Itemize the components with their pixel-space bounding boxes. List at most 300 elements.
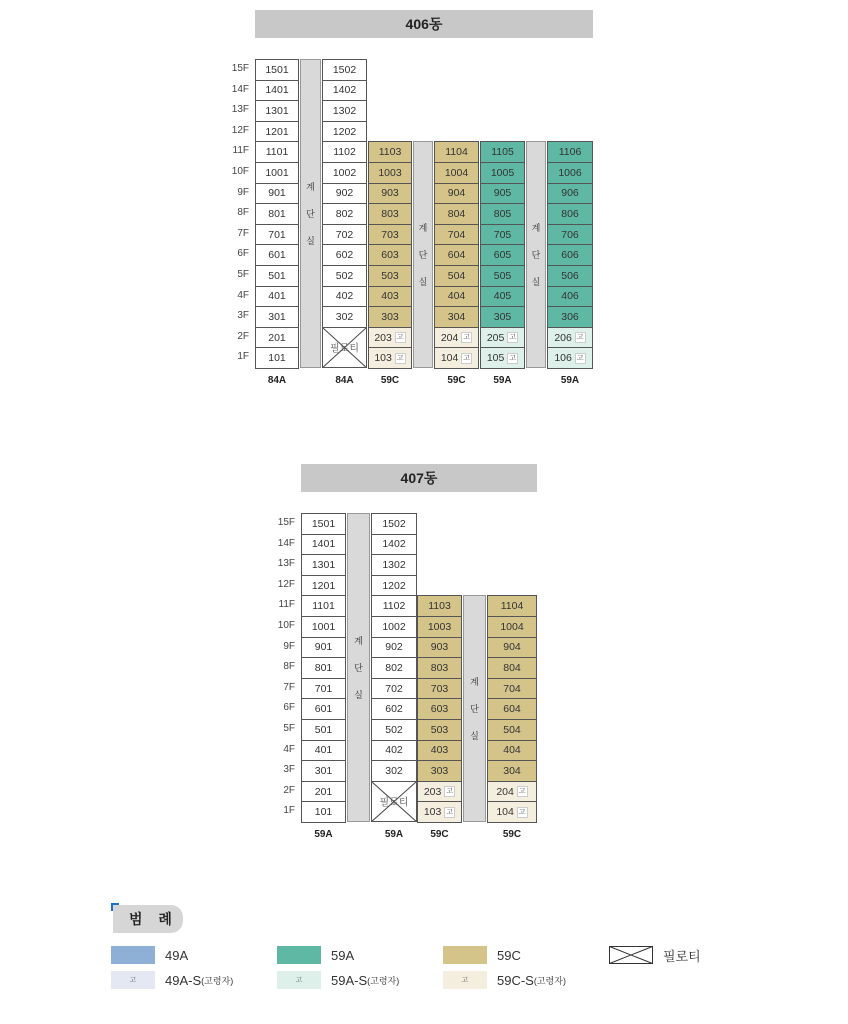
unit-number: 701 — [314, 682, 333, 695]
unit-number: 601 — [314, 703, 333, 716]
stairwell-label-char: 계 — [354, 636, 363, 646]
unit-number: 405 — [493, 290, 512, 303]
unit-cell — [371, 760, 417, 782]
senior-mark: 고 — [295, 977, 303, 984]
unit-number: 1401 — [311, 538, 336, 551]
unit-cell — [368, 183, 412, 205]
stairwell-label-char: 계 — [531, 223, 541, 234]
unit-number: 1001 — [311, 620, 336, 633]
unit-cell — [417, 657, 462, 679]
unit-cell — [301, 616, 346, 638]
unit-number: 201 — [268, 331, 286, 344]
stairwell-label-char: 계 — [306, 182, 315, 192]
unit-type-label: 59C — [447, 375, 466, 386]
unit-number: 1501 — [265, 63, 289, 76]
unit-cell — [480, 141, 525, 163]
floor-label: 12F — [277, 578, 295, 590]
unit-number: 1002 — [382, 620, 406, 633]
unit-cell — [255, 162, 299, 184]
unit-number: 604 — [447, 249, 466, 262]
unit-cell — [301, 760, 346, 782]
unit-cell — [255, 203, 299, 225]
stairwell-label-char: 실 — [531, 277, 541, 288]
unit-cell — [371, 575, 417, 597]
unit-type-label: 59A — [314, 829, 333, 840]
floor-label: 7F — [283, 681, 295, 693]
unit-cell — [547, 286, 593, 308]
unit-cell — [371, 719, 417, 741]
unit-number: 501 — [314, 723, 333, 736]
stairwell-label-char: 실 — [470, 731, 479, 742]
senior-mark: 고 — [518, 808, 526, 816]
unit-number: 1102 — [333, 146, 356, 159]
unit-cell — [434, 265, 479, 287]
unit-cell — [480, 306, 525, 328]
unit-cell — [434, 286, 479, 308]
senior-mark: 고 — [446, 808, 454, 816]
stairwell-label-char: 계 — [470, 677, 479, 688]
unit-cell — [417, 781, 462, 803]
legend-label-59A — [331, 946, 354, 964]
unit-number: 302 — [335, 310, 354, 323]
floor-label: 7F — [237, 227, 249, 239]
legend-piloti-icon — [609, 946, 653, 964]
unit-number: 103 — [374, 352, 392, 365]
legend-label-49A-S — [165, 971, 233, 989]
unit-number: 1101 — [265, 146, 289, 159]
unit-cell — [417, 740, 462, 762]
unit-number: 1201 — [311, 579, 336, 592]
unit-cell — [480, 162, 525, 184]
unit-number: 204 — [496, 785, 514, 798]
unit-cell — [322, 244, 367, 266]
stairwell-label-char: 실 — [354, 690, 363, 700]
senior-mark: 고 — [396, 354, 404, 362]
legend-sub-text: (고령자) — [367, 975, 400, 986]
unit-cell — [547, 203, 593, 225]
senior-mark: 고 — [576, 334, 584, 342]
unit-cell — [301, 637, 346, 659]
unit-number: 903 — [430, 641, 449, 654]
unit-number: 1201 — [265, 125, 289, 138]
unit-cell — [434, 244, 479, 266]
unit-cell — [301, 801, 346, 823]
unit-number: 502 — [335, 269, 354, 282]
unit-cell — [255, 244, 299, 266]
unit-number: 203 — [374, 331, 392, 344]
unit-number: 1202 — [332, 125, 357, 138]
unit-number: 703 — [430, 682, 449, 695]
unit-number: 1103 — [378, 146, 402, 159]
unit-number: 304 — [503, 764, 521, 777]
unit-number: 704 — [503, 682, 521, 695]
unit-cell — [255, 347, 299, 369]
legend-swatch-59A-S — [277, 971, 321, 989]
unit-number: 606 — [561, 249, 579, 262]
floor-label: 10F — [277, 620, 295, 631]
stairwell — [347, 513, 370, 822]
senior-mark: 고 — [129, 977, 137, 984]
unit-cell — [547, 244, 593, 266]
unit-cell — [368, 224, 412, 246]
unit-number: 404 — [447, 290, 466, 303]
unit-cell — [301, 719, 346, 741]
floor-label: 13F — [277, 558, 295, 570]
floor-label: 15F — [277, 517, 295, 528]
unit-cell — [434, 327, 479, 349]
unit-cell — [322, 162, 367, 184]
stairwell-label-char: 단 — [306, 209, 315, 219]
unit-type-label: 84A — [335, 375, 354, 386]
unit-number: 301 — [268, 310, 286, 323]
unit-cell — [322, 80, 367, 102]
stairwell-label-char: 단 — [354, 663, 363, 673]
senior-mark: 고 — [509, 354, 517, 362]
unit-cell — [368, 265, 412, 287]
unit-cell — [322, 224, 367, 246]
unit-number: 103 — [423, 806, 442, 819]
unit-number: 1001 — [265, 166, 289, 179]
unit-cell — [547, 265, 593, 287]
unit-number: 502 — [385, 723, 403, 736]
unit-number: 906 — [561, 187, 579, 200]
unit-cell — [371, 657, 417, 679]
unit-cell — [417, 698, 462, 720]
unit-number: 904 — [447, 187, 466, 200]
unit-number: 505 — [493, 269, 512, 282]
unit-cell — [434, 141, 479, 163]
unit-cell — [368, 162, 412, 184]
unit-number: 401 — [268, 290, 286, 303]
unit-cell — [487, 740, 537, 762]
unit-number: 702 — [335, 228, 354, 241]
senior-mark: 고 — [518, 788, 526, 796]
unit-cell — [255, 306, 299, 328]
legend-label-59C-S — [497, 971, 566, 989]
unit-cell — [255, 141, 299, 163]
building-title-text: 406동 — [405, 16, 443, 32]
unit-number: 803 — [381, 207, 399, 220]
unit-cell — [547, 347, 593, 369]
unit-number: 605 — [493, 249, 512, 262]
floor-label: 1F — [283, 805, 295, 817]
legend-label-text: 59C-S — [497, 972, 534, 988]
legend-label-text: 49A — [165, 947, 189, 963]
legend-label-59C — [497, 946, 521, 964]
building-title-text: 407동 — [400, 470, 438, 486]
unit-cell — [480, 203, 525, 225]
unit-number: 503 — [381, 269, 399, 282]
piloti-label: 필로티 — [379, 797, 409, 809]
building-406-title — [255, 10, 593, 38]
unit-number: 1002 — [332, 166, 357, 179]
unit-cell — [417, 719, 462, 741]
unit-number: 1106 — [558, 146, 582, 159]
unit-cell — [255, 100, 299, 122]
legend-label-text: 59A — [331, 947, 355, 963]
unit-cell — [301, 657, 346, 679]
unit-number: 802 — [385, 661, 403, 674]
legend-label-text: 59A-S — [331, 972, 368, 988]
unit-number: 104 — [496, 806, 514, 819]
unit-number: 701 — [268, 228, 286, 241]
unit-number: 801 — [314, 661, 333, 674]
unit-cell — [547, 306, 593, 328]
unit-cell — [417, 616, 462, 638]
legend-swatch-49A — [111, 946, 155, 964]
unit-cell — [371, 678, 417, 700]
unit-cell — [434, 224, 479, 246]
unit-type-label: 59C — [430, 829, 449, 840]
floor-label: 3F — [237, 310, 249, 322]
floor-label: 8F — [283, 661, 295, 673]
unit-number: 603 — [430, 703, 449, 716]
unit-cell — [487, 698, 537, 720]
unit-cell — [301, 595, 346, 617]
unit-cell — [255, 224, 299, 246]
floor-label: 9F — [283, 640, 295, 652]
unit-number: 901 — [314, 641, 333, 654]
unit-number: 501 — [268, 269, 286, 282]
unit-number: 1402 — [382, 538, 406, 551]
unit-cell — [434, 183, 479, 205]
senior-mark: 고 — [461, 977, 469, 984]
legend-swatch-59A — [277, 946, 321, 964]
floor-label: 11F — [232, 145, 249, 157]
unit-number: 901 — [268, 187, 286, 200]
stairwell — [526, 141, 546, 368]
unit-cell — [547, 224, 593, 246]
unit-number: 904 — [503, 641, 521, 654]
unit-cell — [434, 203, 479, 225]
unit-cell — [487, 719, 537, 741]
legend-title — [113, 905, 183, 933]
unit-number: 106 — [554, 352, 572, 365]
unit-cell — [368, 347, 412, 369]
unit-cell — [255, 327, 299, 349]
unit-number: 903 — [381, 187, 399, 200]
unit-cell — [480, 265, 525, 287]
unit-number: 902 — [335, 187, 354, 200]
unit-number: 304 — [447, 310, 466, 323]
unit-number: 305 — [493, 310, 512, 323]
unit-cell — [368, 286, 412, 308]
unit-number: 504 — [503, 723, 521, 736]
unit-cell — [487, 616, 537, 638]
floor-label: 8F — [237, 207, 249, 219]
unit-cell — [371, 554, 417, 576]
legend-label-49A — [165, 946, 188, 964]
unit-number: 1105 — [491, 146, 514, 159]
unit-number: 1003 — [378, 166, 402, 179]
unit-number: 1302 — [382, 558, 406, 571]
unit-cell — [371, 637, 417, 659]
floor-label: 6F — [237, 248, 249, 260]
unit-cell — [487, 657, 537, 679]
unit-cell — [301, 740, 346, 762]
stairwell — [413, 141, 433, 368]
unit-cell — [368, 306, 412, 328]
floor-label: 3F — [283, 764, 295, 776]
unit-number: 1005 — [490, 166, 515, 179]
floor-label: 4F — [237, 289, 249, 301]
unit-cell — [301, 513, 346, 535]
floor-label: 2F — [283, 784, 295, 796]
senior-mark: 고 — [463, 334, 471, 342]
unit-cell — [322, 183, 367, 205]
unit-number: 1502 — [332, 63, 357, 76]
unit-cell — [480, 286, 525, 308]
unit-number: 101 — [268, 352, 286, 365]
unit-number: 603 — [381, 249, 399, 262]
unit-cell — [371, 740, 417, 762]
unit-number: 504 — [447, 269, 466, 282]
unit-cell — [368, 327, 412, 349]
senior-mark: 고 — [396, 334, 404, 342]
unit-number: 105 — [486, 352, 505, 365]
unit-cell — [434, 306, 479, 328]
unit-number: 406 — [561, 290, 579, 303]
unit-number: 703 — [381, 228, 399, 241]
building-407-title — [301, 464, 537, 492]
unit-cell — [547, 162, 593, 184]
unit-number: 302 — [385, 764, 403, 777]
unit-type-label: 59A — [560, 375, 580, 386]
unit-number: 402 — [335, 290, 354, 303]
unit-number: 201 — [314, 785, 333, 798]
unit-number: 403 — [381, 290, 399, 303]
unit-cell — [255, 59, 299, 81]
unit-type-label: 59A — [493, 375, 512, 386]
stairwell — [463, 595, 486, 822]
unit-number: 1202 — [382, 579, 406, 592]
unit-number: 902 — [385, 641, 403, 654]
unit-number: 1004 — [500, 620, 524, 633]
unit-cell — [371, 698, 417, 720]
unit-cell — [322, 100, 367, 122]
stairwell-label-char: 단 — [418, 250, 428, 261]
unit-cell — [371, 616, 417, 638]
unit-number: 803 — [430, 661, 449, 674]
unit-number: 1401 — [265, 84, 289, 97]
unit-number: 205 — [486, 331, 505, 344]
unit-number: 1101 — [312, 600, 335, 613]
unit-number: 401 — [314, 744, 333, 757]
legend-sub-text: (고령자) — [201, 975, 234, 986]
unit-cell — [480, 183, 525, 205]
unit-cell — [368, 141, 412, 163]
unit-cell — [322, 306, 367, 328]
unit-number: 702 — [385, 682, 403, 695]
unit-number: 301 — [314, 764, 333, 777]
floor-label: 10F — [231, 166, 249, 177]
unit-number: 1502 — [382, 517, 406, 530]
unit-number: 905 — [493, 187, 512, 200]
unit-number: 1103 — [428, 600, 451, 613]
legend-swatch-59C — [443, 946, 487, 964]
unit-cell — [417, 678, 462, 700]
legend-label-text: 49A-S — [165, 972, 202, 988]
unit-cell — [487, 760, 537, 782]
stairwell-label-char: 계 — [418, 223, 428, 234]
unit-number: 1102 — [382, 600, 406, 613]
unit-cell — [301, 698, 346, 720]
legend-sub-text: (고령자) — [533, 975, 566, 986]
unit-number: 602 — [335, 249, 354, 262]
unit-number: 1301 — [311, 558, 336, 571]
unit-cell — [322, 141, 367, 163]
unit-cell — [255, 80, 299, 102]
stairwell-label-char: 단 — [531, 250, 541, 261]
unit-number: 706 — [561, 228, 579, 241]
unit-number: 1004 — [444, 166, 469, 179]
unit-cell — [487, 595, 537, 617]
unit-number: 804 — [503, 661, 521, 674]
unit-cell — [434, 347, 479, 369]
unit-cell — [301, 781, 346, 803]
unit-cell — [322, 59, 367, 81]
unit-number: 1003 — [427, 620, 452, 633]
senior-mark: 고 — [446, 788, 454, 796]
unit-cell — [255, 286, 299, 308]
piloti-cell — [371, 781, 417, 822]
unit-cell — [368, 203, 412, 225]
unit-number: 206 — [554, 331, 572, 344]
unit-cell — [417, 760, 462, 782]
unit-number: 1104 — [500, 600, 524, 613]
stairwell-label-char: 실 — [418, 277, 428, 288]
piloti-label: 필로티 — [330, 343, 359, 355]
unit-number: 101 — [314, 806, 333, 819]
unit-cell — [434, 162, 479, 184]
unit-number: 705 — [493, 228, 512, 241]
unit-number: 601 — [268, 249, 286, 262]
unit-cell — [301, 534, 346, 556]
unit-type-label: 59C — [380, 375, 400, 386]
unit-cell — [322, 265, 367, 287]
legend-label-text: 59C — [497, 947, 521, 963]
floor-label: 13F — [231, 104, 249, 116]
floor-label: 1F — [237, 351, 249, 363]
floor-label: 2F — [237, 330, 249, 342]
unit-number: 503 — [430, 723, 449, 736]
piloti-cross-icon — [609, 946, 653, 964]
unit-number: 1006 — [558, 166, 582, 179]
legend-swatch-49A-S — [111, 971, 155, 989]
unit-cell — [480, 327, 525, 349]
piloti-cell — [322, 327, 367, 368]
senior-mark: 고 — [509, 334, 517, 342]
unit-number: 303 — [430, 764, 449, 777]
stairwell-label-char: 실 — [306, 236, 315, 246]
legend-label-piloti — [663, 946, 701, 964]
unit-type-label: 59A — [384, 829, 404, 840]
legend-title-text: 범 례 — [129, 911, 178, 927]
unit-number: 604 — [503, 703, 521, 716]
unit-cell — [322, 203, 367, 225]
unit-number: 1104 — [445, 146, 468, 159]
unit-cell — [487, 678, 537, 700]
floor-label: 5F — [237, 269, 249, 280]
unit-cell — [417, 637, 462, 659]
unit-cell — [301, 678, 346, 700]
unit-number: 204 — [440, 331, 459, 344]
unit-cell — [480, 224, 525, 246]
stairwell-label-char: 단 — [470, 704, 479, 715]
unit-cell — [322, 286, 367, 308]
floor-label: 11F — [278, 599, 295, 611]
senior-mark: 고 — [463, 354, 471, 362]
